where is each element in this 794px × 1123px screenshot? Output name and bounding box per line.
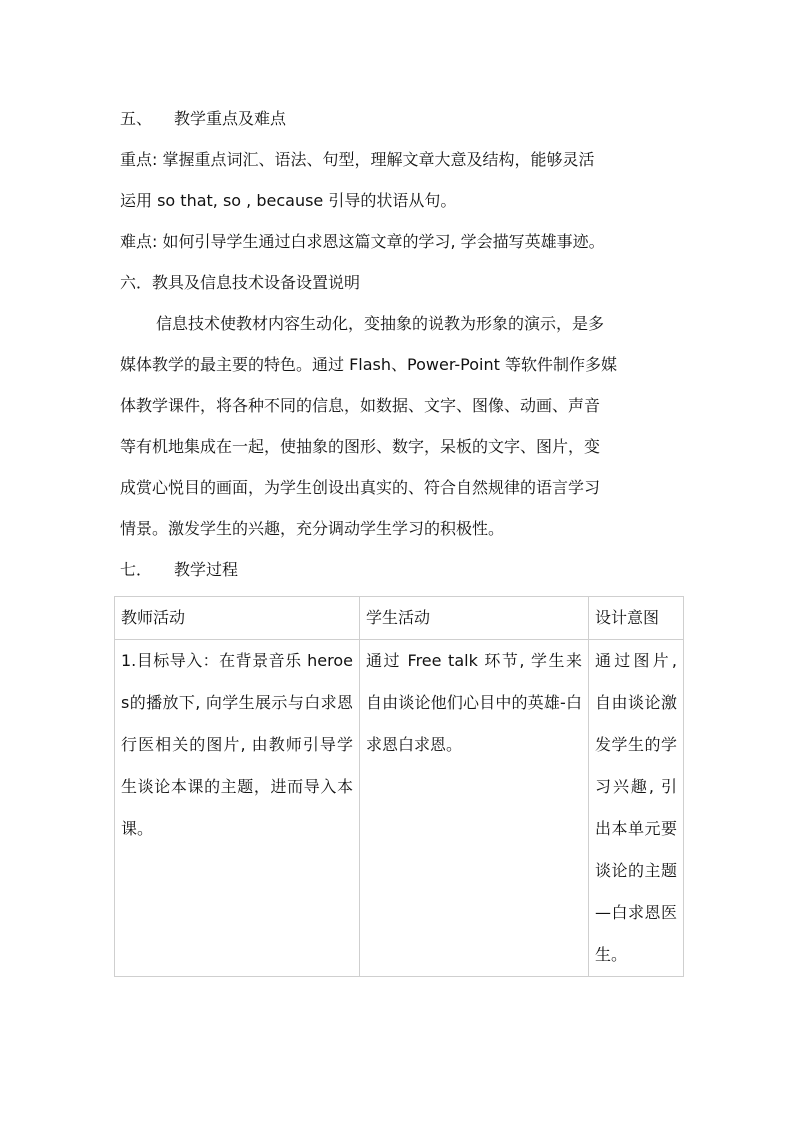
teaching-process-table	[114, 596, 684, 977]
section-6-para-line: 媒体教学的最主要的特色。通过 Flash、Power-Point 等软件制作多媒	[120, 355, 617, 374]
cell-design-intent: 通过图片, 自由谈论激发学生的学习兴趣, 引出本单元要谈论的主题—白求恩医生。	[589, 640, 684, 977]
section-7-title: 教学过程	[174, 560, 239, 579]
key-points-line-1: 重点: 掌握重点词汇、语法、句型，理解文章大意及结构，能够灵活	[120, 150, 595, 169]
difficulty-line: 难点: 如何引导学生通过白求恩这篇文章的学习, 学会描写英雄事迹。	[120, 232, 605, 251]
section-6-para-line: 情景。激发学生的兴趣，充分调动学生学习的积极性。	[120, 519, 505, 538]
section-6-heading: 六．教具及信息技术设备设置说明	[120, 273, 361, 292]
section-5-number: 五、	[120, 109, 153, 128]
cell-teacher-activity: 1.目标导入：在背景音乐 heroes的播放下, 向学生展示与白求恩行医相关的图片, 由教师引导学生谈论本课的主题，进而导入本课。	[115, 640, 360, 977]
section-6-para-line: 成赏心悦目的画面，为学生创设出真实的、符合自然规律的语言学习	[120, 478, 601, 497]
key-points-line-2: 运用 so that, so , because 引导的状语从句。	[120, 191, 457, 210]
section-5-title: 教学重点及难点	[174, 109, 287, 128]
header-design-intent: 设计意图	[589, 597, 684, 640]
header-teacher-activity: 教师活动	[115, 597, 360, 640]
section-6-para-line: 体教学课件，将各种不同的信息，如数据、文字、图像、动画、声音	[120, 396, 601, 415]
table-row	[115, 640, 684, 977]
section-5-heading	[120, 98, 680, 139]
section-7-number: 七．	[120, 560, 153, 579]
content-body	[120, 98, 680, 590]
cell-student-activity: 通过 Free talk 环节, 学生来自由谈论他们心目中的英雄-白求恩白求恩。	[360, 640, 589, 977]
header-student-activity: 学生活动	[360, 597, 589, 640]
table-header-row	[115, 597, 684, 640]
section-6-para-line: 等有机地集成在一起，使抽象的图形、数字，呆板的文字、图片，变	[120, 437, 601, 456]
section-7-heading	[120, 549, 680, 590]
section-6-para-line: 信息技术使教材内容生动化，变抽象的说教为形象的演示，是多	[156, 314, 605, 333]
